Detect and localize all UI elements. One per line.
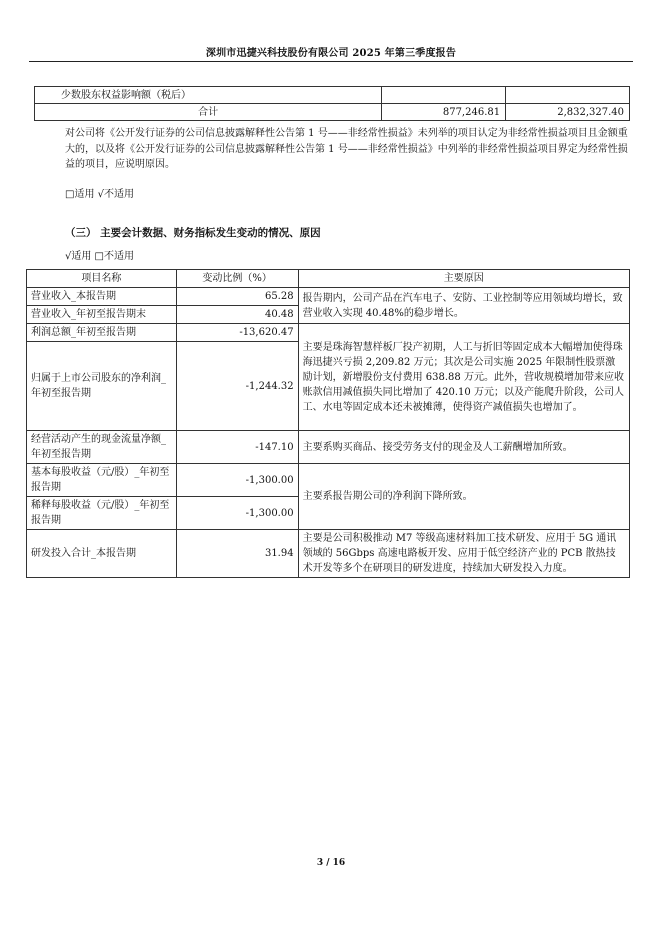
row-label: 少数股东权益影响额（税后） [35,87,382,104]
table-row [35,104,630,121]
explanation-paragraph: 对公司将《公开发行证券的公司信息披露解释性公告第 1 号——非经常性损益》未列举的项目认定为非经常性损益项目且金额重大的，以及将《公开发行证券的公司信息披露解释性公告第 1 号——非经常性损益》中列举的非经常性损益项目界定为经常性损益的项目，应说明原因。 [65,128,628,170]
section-title: （三） 主要会计数据、财务指标发生变动的情况、原因 [65,227,321,239]
non-recurring-summary-table [34,86,630,121]
row-label: 合计 [35,104,382,121]
reason-text: 主要系购买商品、接受劳务支付的现金及人工薪酬增加所致。 [298,431,629,464]
item-name: 稀释每股收益（元/股）_年初至报告期 [27,497,177,530]
change-ratio: 40.48 [176,306,298,324]
table-row [27,464,630,497]
item-name: 经营活动产生的现金流量净额_年初至报告期 [27,431,177,464]
current-value: 877,246.81 [382,104,506,121]
change-ratio: -1,300.00 [176,497,298,530]
table-row [27,324,630,342]
applicability-option-2: √适用 □不适用 [65,251,134,262]
change-ratio: -1,244.32 [176,342,298,431]
change-ratio: 31.94 [176,530,298,578]
applicability-option-1: □适用 √不适用 [65,189,134,200]
change-ratio: 65.28 [176,288,298,306]
reason-text: 主要是珠海智慧样板厂投产初期，人工与折旧等固定成本大幅增加使得珠海迅捷兴亏损 2,209.82 万元；其次是公司实施 2025 年限制性股票激励计划，新增股份支付费用 638.88 万元。此外，营收规模增加带来应收账款信用减值损失同比增加了 420.10 万元；以及产能爬升阶段，公司人工、水电等固定成本还未被摊薄，使得资产减值损失也增加了。 [298,324,629,431]
change-ratio: -147.10 [176,431,298,464]
report-header: 深圳市迅捷兴科技股份有限公司 2025 年第三季度报告 [205,48,457,59]
table-row [27,288,630,306]
item-name: 营业收入_本报告期 [27,288,177,306]
table-header-row [27,270,630,288]
page-number: 3 / 16 [316,858,346,868]
change-ratio: -1,300.00 [176,464,298,497]
col-header-ratio: 变动比例（%） [176,270,298,288]
change-ratio: -13,620.47 [176,324,298,342]
col-header-item: 项目名称 [27,270,177,288]
col-header-reason: 主要原因 [298,270,629,288]
table-row [27,431,630,464]
table-row [27,530,630,578]
reason-text: 主要系报告期公司的净利润下降所致。 [298,464,629,530]
header-divider [29,61,633,62]
item-name: 基本每股收益（元/股）_年初至报告期 [27,464,177,497]
item-name: 研发投入合计_本报告期 [27,530,177,578]
ytd-value: 2,832,327.40 [506,104,630,121]
item-name: 归属于上市公司股东的净利润_年初至报告期 [27,342,177,431]
reason-text: 主要是公司积极推动 M7 等级高速材料加工技术研发、应用于 5G 通讯领域的 56Gbps 高速电路板开发、应用于低空经济产业的 PCB 散热技术开发等多个在研项目的研发进度，持续加大研发投入力度。 [298,530,629,578]
ytd-value [506,87,630,104]
reason-text: 报告期内，公司产品在汽车电子、安防、工业控制等应用领域均增长，致营业收入实现 40.48%的稳步增长。 [298,288,629,324]
change-reason-table [26,269,630,578]
item-name: 利润总额_年初至报告期 [27,324,177,342]
item-name: 营业收入_年初至报告期末 [27,306,177,324]
table-row [35,87,630,104]
current-value [382,87,506,104]
